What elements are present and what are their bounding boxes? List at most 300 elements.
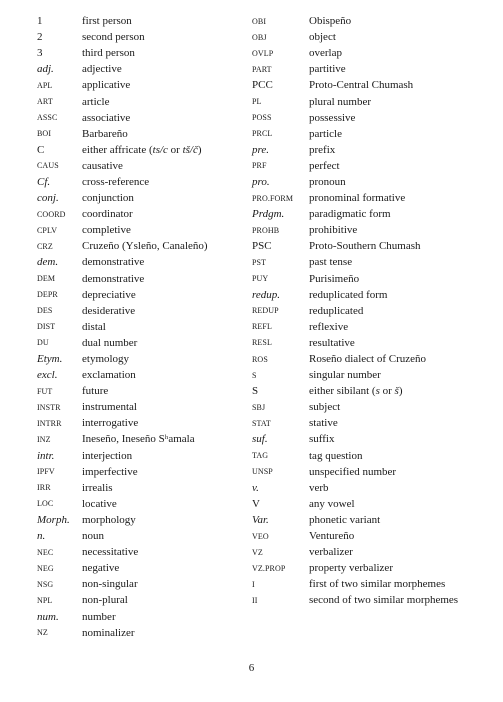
definition-text: Proto-Central Chumash	[309, 79, 414, 92]
abbreviation-definition	[309, 305, 363, 317]
definition-text: applicative	[82, 79, 131, 92]
definition-text: number	[82, 610, 116, 623]
abbreviation-term: adj.	[37, 63, 54, 76]
abbreviation-row	[37, 560, 208, 576]
definition-text: demonstrative	[82, 256, 145, 269]
abbreviation-term: NSG	[37, 579, 54, 589]
abbreviation-term: BOI	[37, 129, 52, 139]
abbreviation-definition	[82, 289, 136, 301]
definition-text: locative	[82, 497, 117, 510]
abbreviation-row	[37, 45, 208, 61]
abbreviation-term: CRZ	[37, 241, 53, 251]
abbreviation-definition	[82, 401, 137, 413]
abbreviation-row	[252, 61, 458, 77]
definition-text: Ventureño	[309, 530, 355, 543]
abbreviation-row	[252, 351, 458, 367]
abbreviation-definition	[309, 192, 405, 204]
definition-italic: s	[375, 385, 380, 398]
abbreviation-row	[252, 222, 458, 238]
definition-text: first person	[82, 15, 132, 28]
abbreviation-definition	[82, 611, 116, 623]
abbreviation-definition	[82, 385, 108, 397]
definition-text: pronominal formative	[309, 192, 406, 205]
abbreviation-term: OVLP	[252, 48, 274, 58]
abbreviation-row	[37, 126, 208, 142]
abbreviation-term: 1	[37, 15, 43, 28]
abbreviation-definition	[309, 63, 346, 75]
abbreviation-definition	[309, 417, 338, 429]
definition-text: verb	[309, 481, 329, 494]
abbreviation-row	[37, 287, 208, 303]
abbreviation-definition	[82, 498, 117, 510]
definition-italic: ts/c	[152, 143, 168, 156]
abbreviation-row	[37, 29, 208, 45]
abbreviation-definition	[82, 273, 144, 285]
abbreviation-definition	[309, 15, 351, 27]
definition-text: any vowel	[309, 497, 355, 510]
definition-text: depreciative	[82, 288, 136, 301]
abbreviation-term: COORD	[37, 209, 66, 219]
abbreviation-row	[252, 174, 458, 190]
abbreviation-row	[37, 271, 208, 287]
abbreviation-definition	[82, 144, 202, 156]
abbreviation-row	[37, 61, 208, 77]
abbreviation-term: Morph.	[37, 513, 70, 526]
definition-italic: tš/č	[182, 143, 198, 156]
abbreviation-term: conj.	[37, 192, 59, 205]
abbreviation-term: RESL	[252, 338, 272, 348]
abbreviation-term: SBJ	[252, 402, 266, 412]
abbreviation-term: Etym.	[37, 353, 63, 366]
abbreviation-row	[37, 351, 208, 367]
abbreviation-term: NEG	[37, 563, 54, 573]
abbreviation-definition	[82, 63, 122, 75]
abbreviation-row	[252, 399, 458, 415]
definition-text: non-singular	[82, 578, 138, 591]
abbreviation-row	[37, 93, 208, 109]
abbreviation-definition	[309, 482, 329, 494]
definition-text: plural number	[309, 95, 372, 108]
definition-text: reduplicated	[309, 304, 364, 317]
abbreviation-row	[37, 592, 208, 608]
abbreviation-definition	[82, 321, 106, 333]
abbreviation-definition	[309, 31, 336, 43]
abbreviation-term: num.	[37, 610, 59, 623]
abbreviation-definition	[309, 256, 352, 268]
definition-text: )	[197, 143, 202, 156]
abbreviation-term: NPL	[37, 595, 53, 605]
definition-text: adjective	[82, 63, 122, 76]
abbreviation-term: CAUS	[37, 161, 59, 171]
definition-text: unspecified number	[309, 465, 397, 478]
abbreviation-row	[37, 206, 208, 222]
abbreviation-term: INZ	[37, 434, 51, 444]
abbreviation-row	[252, 93, 458, 109]
abbreviation-term: 3	[37, 47, 43, 60]
abbreviation-definition	[82, 208, 133, 220]
abbreviation-term: n.	[37, 530, 46, 543]
abbreviation-row	[37, 222, 208, 238]
abbreviation-term: VZ.PROP	[252, 563, 286, 573]
abbreviation-term: REDUP	[252, 306, 279, 316]
abbreviation-term: TAG	[252, 451, 269, 461]
definition-text: conjunction	[82, 192, 134, 205]
definition-text: or	[167, 143, 183, 156]
abbreviation-row	[37, 528, 208, 544]
abbreviation-definition	[309, 176, 346, 188]
abbreviation-definition	[309, 578, 445, 590]
definition-text: interjection	[82, 449, 133, 462]
abbreviation-term: VEO	[252, 531, 269, 541]
abbreviation-row	[252, 29, 458, 45]
abbreviation-row	[37, 303, 208, 319]
abbreviation-term: suf.	[252, 433, 268, 446]
definition-text: noun	[82, 530, 104, 543]
abbreviation-definition	[82, 546, 138, 558]
abbreviation-definition	[82, 112, 130, 124]
abbreviation-term: S	[252, 370, 257, 380]
abbreviation-row	[252, 206, 458, 222]
abbreviation-term: redup.	[252, 288, 281, 301]
abbreviation-term: CPLV	[37, 225, 58, 235]
definition-text: exclamation	[82, 369, 136, 382]
abbreviation-term: IPFV	[37, 467, 55, 477]
abbreviation-row	[37, 383, 208, 399]
abbreviation-definition	[82, 450, 132, 462]
abbreviation-row	[252, 287, 458, 303]
abbreviation-term: APL	[37, 80, 53, 90]
definition-text: non-plural	[82, 594, 128, 607]
definition-text: property verbalizer	[309, 562, 393, 575]
abbreviation-row	[252, 126, 458, 142]
abbreviation-row	[252, 480, 458, 496]
abbreviation-definition	[309, 273, 359, 285]
definition-text: phonetic variant	[309, 513, 381, 526]
abbreviation-term: 2	[37, 31, 43, 44]
definition-italic: š	[394, 385, 399, 398]
definition-text: Proto-Southern Chumash	[309, 240, 421, 253]
abbreviation-term: VZ	[252, 547, 263, 557]
abbreviation-row	[252, 303, 458, 319]
abbreviation-term: V	[252, 497, 260, 510]
definition-text: necessitative	[82, 546, 139, 559]
definition-text: subject	[309, 401, 341, 414]
abbreviation-definition	[82, 305, 135, 317]
definition-text: or	[379, 385, 395, 398]
definition-text: negative	[82, 562, 120, 575]
abbreviation-term: STAT	[252, 418, 271, 428]
definition-text: tag question	[309, 449, 363, 462]
abbreviation-row	[252, 45, 458, 61]
abbreviation-definition	[309, 160, 340, 172]
definition-text: prohibitive	[309, 224, 358, 237]
definition-text: distal	[82, 320, 106, 333]
abbreviation-definition	[82, 353, 129, 365]
abbreviation-term: INSTR	[37, 402, 61, 412]
abbreviation-row	[252, 335, 458, 351]
abbreviation-term: DU	[37, 338, 49, 348]
definition-text: resultative	[309, 336, 355, 349]
abbreviation-definition	[309, 79, 413, 91]
abbreviation-definition	[309, 353, 426, 365]
abbreviation-row	[37, 190, 208, 206]
abbreviation-definition	[309, 289, 388, 301]
abbreviation-row	[37, 174, 208, 190]
abbreviation-row	[37, 480, 208, 496]
abbreviation-definition	[82, 466, 138, 478]
abbreviation-row	[252, 576, 458, 592]
abbreviation-definition	[82, 256, 144, 268]
abbreviation-definition	[82, 482, 113, 494]
abbreviation-definition	[309, 128, 342, 140]
abbreviation-row	[252, 592, 458, 608]
abbreviation-row	[37, 415, 208, 431]
abbreviation-term: excl.	[37, 369, 58, 382]
definition-text: article	[82, 95, 110, 108]
definition-text: stative	[309, 417, 338, 430]
definition-text: etymology	[82, 353, 130, 366]
abbreviation-definition	[309, 433, 334, 445]
abbreviation-definition	[82, 594, 128, 606]
definition-text: either sibilant (	[309, 385, 376, 398]
abbreviation-row	[252, 319, 458, 335]
definition-text: coordinator	[82, 208, 133, 221]
abbreviation-term: Cf.	[37, 175, 51, 188]
abbreviation-row	[252, 271, 458, 287]
abbreviation-definition	[309, 96, 371, 108]
definition-text: second of two similar morphemes	[309, 594, 459, 607]
abbreviation-row	[37, 158, 208, 174]
definition-text: perfect	[309, 159, 340, 172]
abbreviation-term: PRF	[252, 161, 267, 171]
abbreviation-row	[252, 367, 458, 383]
abbreviation-definition	[82, 47, 135, 59]
abbreviation-definition	[82, 160, 123, 172]
abbreviation-definition	[309, 47, 342, 59]
abbreviation-definition	[309, 401, 340, 413]
abbreviation-term: PST	[252, 257, 267, 267]
definition-text: associative	[82, 111, 131, 124]
definition-text: Barbareño	[82, 127, 128, 140]
abbreviation-row	[252, 512, 458, 528]
definition-text: past tense	[309, 256, 353, 269]
abbreviation-definition	[309, 450, 362, 462]
abbreviation-term: I	[252, 579, 255, 589]
abbreviation-definition	[309, 466, 396, 478]
abbreviation-definition	[82, 627, 135, 639]
abbreviation-term: dem.	[37, 256, 59, 269]
abbreviation-row	[252, 77, 458, 93]
abbreviation-term: ART	[37, 97, 53, 107]
abbreviation-term: C	[37, 143, 45, 156]
abbreviation-term: DEPR	[37, 290, 58, 300]
abbreviation-term: PCC	[252, 79, 273, 92]
definition-text: desiderative	[82, 304, 136, 317]
definition-text: cross-reference	[82, 175, 150, 188]
abbreviation-row	[37, 625, 208, 641]
page-number: 6	[248, 662, 255, 674]
abbreviation-row	[252, 448, 458, 464]
definition-text: Ineseño, Ineseño Sʰamala	[82, 433, 195, 446]
abbreviation-term: DES	[37, 306, 53, 316]
definition-text: possessive	[309, 111, 356, 124]
abbreviation-definition	[309, 546, 353, 558]
definition-text: imperfective	[82, 465, 138, 478]
abbreviation-definition	[82, 96, 109, 108]
definition-text: instrumental	[82, 401, 137, 414]
abbreviation-row	[252, 464, 458, 480]
abbreviation-definition	[82, 192, 134, 204]
abbreviation-row	[37, 13, 208, 29]
abbreviation-definition	[82, 578, 138, 590]
abbreviation-row	[37, 431, 208, 447]
abbreviation-definition	[82, 337, 137, 349]
abbreviation-row	[37, 576, 208, 592]
abbreviation-row	[37, 110, 208, 126]
abbreviation-term: DEM	[37, 274, 56, 284]
abbreviation-row	[37, 77, 208, 93]
abbreviation-row	[37, 544, 208, 560]
abbreviation-term: LOC	[37, 499, 54, 509]
abbreviation-definition	[309, 369, 381, 381]
abbreviations-left-column	[37, 13, 208, 641]
abbreviation-row	[252, 528, 458, 544]
definition-text: reduplicated form	[309, 288, 388, 301]
abbreviation-term: REFL	[252, 322, 272, 332]
abbreviation-row	[37, 496, 208, 512]
definition-text: interrogative	[82, 417, 139, 430]
abbreviation-definition	[309, 337, 355, 349]
definition-text: overlap	[309, 47, 342, 60]
abbreviation-row	[37, 399, 208, 415]
abbreviation-term: PRCL	[252, 129, 273, 139]
abbreviation-row	[252, 238, 458, 254]
abbreviation-row	[37, 142, 208, 158]
abbreviation-row	[37, 512, 208, 528]
definition-text: )	[398, 385, 403, 398]
definition-text: prefix	[309, 143, 336, 156]
abbreviation-definition	[309, 144, 335, 156]
abbreviation-definition	[82, 15, 132, 27]
abbreviation-definition	[309, 498, 355, 510]
abbreviation-term: POSS	[252, 113, 272, 123]
abbreviation-row	[252, 158, 458, 174]
abbreviation-term: PART	[252, 64, 272, 74]
definition-text: Roseño dialect of Cruzeño	[309, 353, 426, 366]
definition-text: causative	[82, 159, 123, 172]
definition-text: partitive	[309, 63, 346, 76]
definition-text: dual number	[82, 336, 138, 349]
abbreviation-definition	[309, 112, 355, 124]
definition-text: first of two similar morphemes	[309, 578, 446, 591]
abbreviation-term: OBJ	[252, 32, 267, 42]
abbreviation-definition	[309, 530, 354, 542]
definition-text: paradigmatic form	[309, 208, 391, 221]
definition-text: third person	[82, 47, 135, 60]
abbreviation-definition	[309, 562, 393, 574]
abbreviation-term: DIST	[37, 322, 56, 332]
abbreviation-definition	[309, 514, 380, 526]
abbreviation-term: FUT	[37, 386, 53, 396]
abbreviation-row	[252, 431, 458, 447]
abbreviation-row	[37, 464, 208, 480]
abbreviation-term: PROHB	[252, 225, 280, 235]
abbreviation-definition	[82, 176, 149, 188]
abbreviation-row	[252, 254, 458, 270]
abbreviation-term: pre.	[252, 143, 270, 156]
abbreviation-term: OBI	[252, 16, 267, 26]
abbreviation-definition	[82, 530, 104, 542]
abbreviation-definition	[309, 321, 348, 333]
definition-text: Obispeño	[309, 15, 352, 28]
definition-text: morphology	[82, 513, 136, 526]
abbreviation-term: Var.	[252, 513, 269, 526]
definition-text: suffix	[309, 433, 335, 446]
definition-text: second person	[82, 31, 145, 44]
definition-text: demonstrative	[82, 272, 145, 285]
abbreviation-term: PSC	[252, 240, 272, 253]
definition-text: verbalizer	[309, 546, 353, 559]
definition-text: singular number	[309, 369, 381, 382]
abbreviation-row	[37, 367, 208, 383]
abbreviation-term: IRR	[37, 483, 51, 493]
abbreviation-row	[252, 110, 458, 126]
abbreviation-row	[252, 560, 458, 576]
abbreviation-term: INTRR	[37, 418, 62, 428]
definition-text: completive	[82, 224, 131, 237]
abbreviation-definition	[82, 31, 145, 43]
abbreviation-definition	[82, 369, 136, 381]
definition-text: object	[309, 31, 336, 44]
abbreviation-term: NZ	[37, 628, 48, 638]
abbreviation-term: PUY	[252, 274, 269, 284]
abbreviation-definition	[82, 79, 130, 91]
definition-text: nominalizer	[82, 626, 135, 639]
abbreviation-definition	[82, 128, 128, 140]
abbreviation-term: UNSP	[252, 467, 273, 477]
abbreviation-definition	[82, 224, 131, 236]
abbreviation-row	[37, 319, 208, 335]
abbreviation-term: ROS	[252, 354, 268, 364]
abbreviation-definition	[82, 514, 136, 526]
abbreviation-row	[37, 254, 208, 270]
definition-text: irrealis	[82, 481, 113, 494]
abbreviation-definition	[309, 208, 391, 220]
abbreviation-row	[37, 238, 208, 254]
definition-text: either affricate (	[82, 143, 153, 156]
definition-text: particle	[309, 127, 342, 140]
abbreviation-term: pro.	[252, 175, 270, 188]
abbreviation-term: Prdgm.	[252, 208, 285, 221]
abbreviation-term: intr.	[37, 449, 55, 462]
definition-text: reflexive	[309, 320, 349, 333]
abbreviation-row	[252, 190, 458, 206]
abbreviation-row	[252, 13, 458, 29]
abbreviation-definition	[309, 224, 357, 236]
abbreviation-term: v.	[252, 481, 259, 494]
definition-text: future	[82, 385, 109, 398]
abbreviation-definition	[309, 385, 403, 397]
abbreviation-term: II	[252, 595, 258, 605]
abbreviation-definition	[309, 594, 458, 606]
definition-text: pronoun	[309, 175, 346, 188]
abbreviation-row	[37, 608, 208, 624]
definition-text: Purisimeño	[309, 272, 360, 285]
abbreviation-row	[252, 383, 458, 399]
abbreviation-term: S	[252, 385, 259, 398]
abbreviation-term: PRO.FORM	[252, 193, 294, 203]
abbreviation-definition	[82, 433, 195, 445]
